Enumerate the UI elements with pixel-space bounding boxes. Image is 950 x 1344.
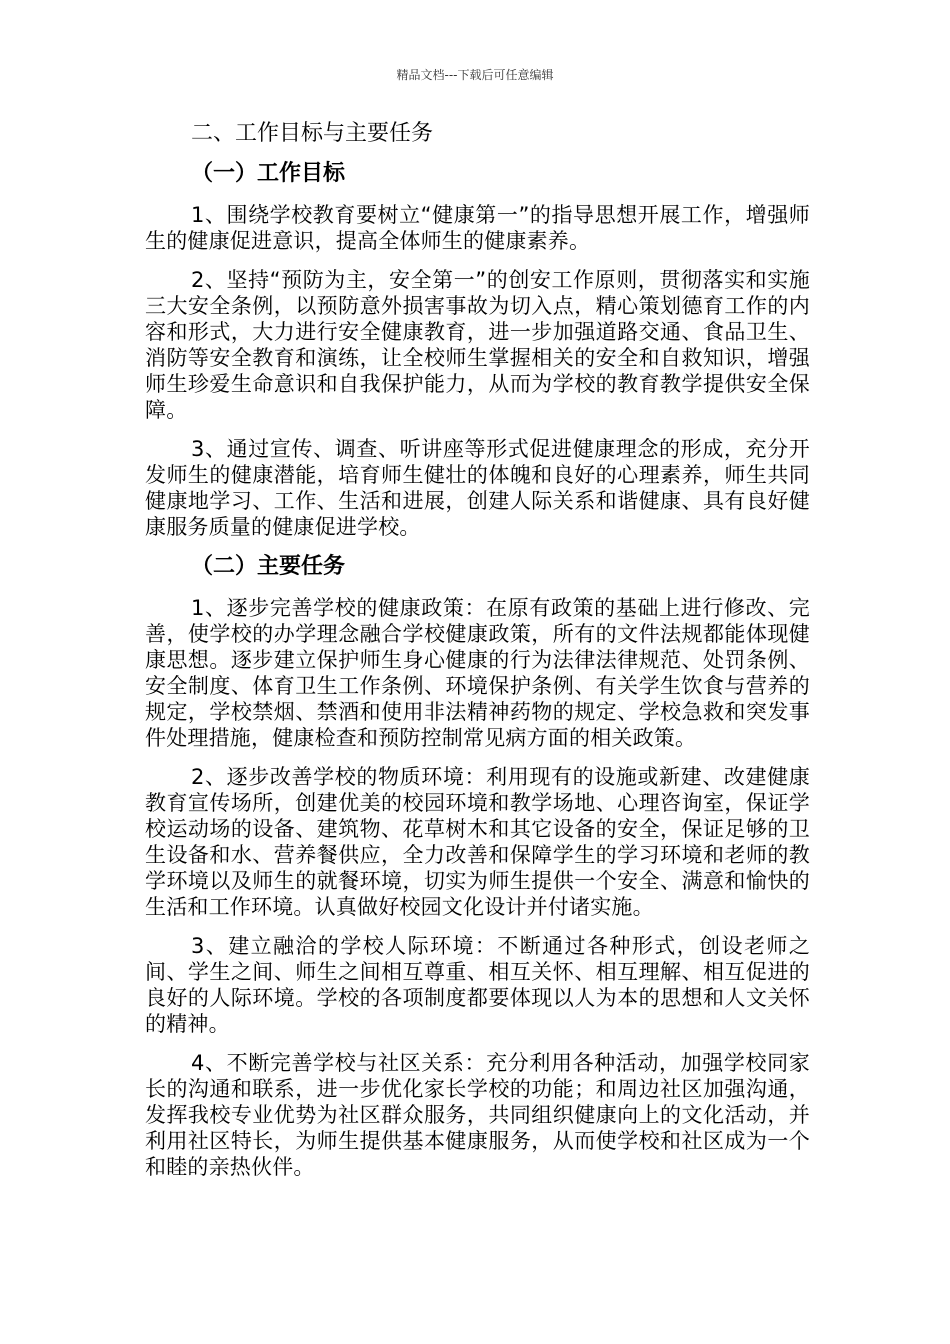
task-paragraph-4: 4、不断完善学校与社区关系：充分利用各种活动，加强学校同家长的沟通和联系，进一步优化家长学校的功能；和周边社区加强沟通，发挥我校专业优势为社区群众服务，共同组织健康向上的文化活动，并利用社区特长，为师生提供基本健康服务，从而使学校和社区成为一个和睦的亲热伙伴。 <box>145 1051 810 1179</box>
goal-paragraph-2: 2、坚持“预防为主，安全第一”的创安工作原则，贯彻落实和实施三大安全条例，以预防意外损害事故为切入点，精心策划德育工作的内容和形式，大力进行安全健康教育，进一步加强道路交通、食品卫生、消防等安全教育和演练，让全校师生掌握相关的安全和自救知识，增强师生珍爱生命意识和自我保护能力，从而为学校的教育教学提供安全保障。 <box>145 268 810 422</box>
goals-title: （一）工作目标 <box>191 161 346 186</box>
task-paragraph-1: 1、逐步完善学校的健康政策：在原有政策的基础上进行修改、完善，使学校的办学理念融合学校健康政策，所有的文件法规都能体现健康思想。逐步建立保护师生身心健康的行为法律法律规范、处罚条例、安全制度、体育卫生工作条例、环境保护条例、有关学生饮食与营养的规定，学校禁烟、禁酒和使用非法精神药物的规定、学校急救和突发事件处理措施，健康检查和预防控制常见病方面的相关政策。 <box>145 596 810 750</box>
task-paragraph-3: 3、建立融洽的学校人际环境：不断通过各种形式，创设老师之间、学生之间、师生之间相互尊重、相互关怀、相互理解、相互促进的良好的人际环境。学校的各项制度都要体现以人为本的思想和人文关怀的精神。 <box>145 934 810 1036</box>
goal-paragraph-1: 1、围绕学校教育要树立“健康第一”的指导思想开展工作，增强师生的健康促进意识，提高全体师生的健康素养。 <box>145 203 810 253</box>
header-note: 精品文档---下载后可任意编辑 <box>396 68 554 82</box>
goal-paragraph-3: 3、通过宣传、调查、听讲座等形式促进健康理念的形成，充分开发师生的健康潜能，培育师生健壮的体魄和良好的心理素养，师生共同健康地学习、工作、生活和进展，创建人际关系和谐健康、具有良好健康服务质量的健康促进学校。 <box>145 437 810 539</box>
section-title: 二、工作目标与主要任务 <box>191 121 434 146</box>
tasks-title: （二）主要任务 <box>191 554 346 579</box>
document-body <box>145 120 810 1193</box>
task-paragraph-2: 2、逐步改善学校的物质环境：利用现有的设施或新建、改建健康教育宣传场所，创建优美的校园环境和教学场地、心理咨询室，保证学校运动场的设备、建筑物、花草树木和其它设备的安全，保证足够的卫生设备和水、营养餐供应，全力改善和保障学生的学习环境和老师的教学环境以及师生的就餐环境，切实为师生提供一个安全、满意和愉快的生活和工作环境。认真做好校园文化设计并付诸实施。 <box>145 765 810 919</box>
